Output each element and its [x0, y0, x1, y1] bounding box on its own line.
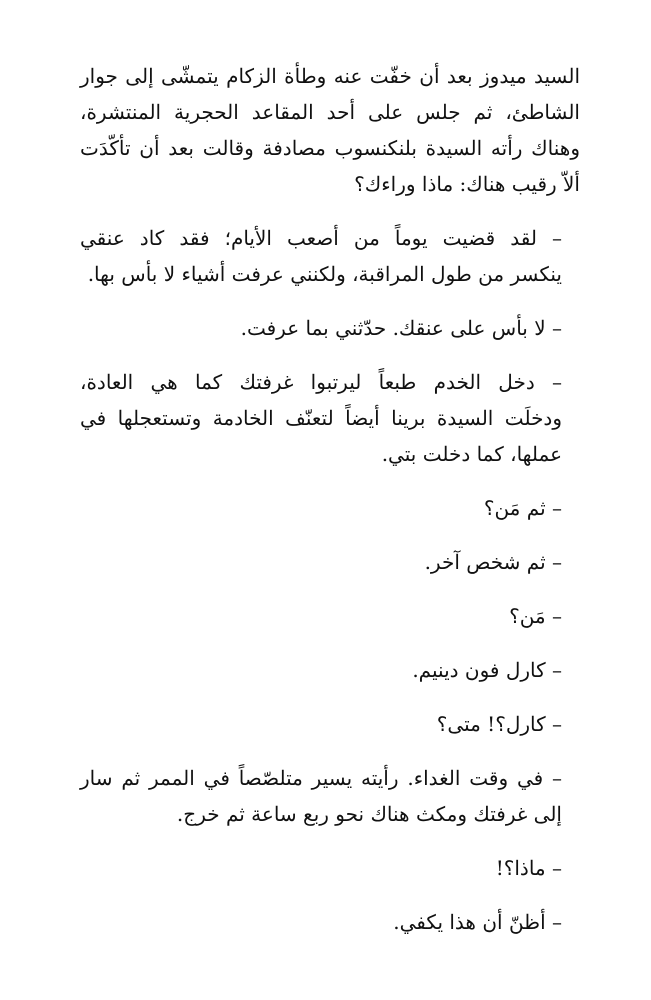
text-line: – ثم شخص آخر.: [424, 550, 562, 574]
dialogue-line: [80, 904, 580, 940]
text-line: – كارل فون دينيم.: [412, 658, 562, 682]
dialogue-line: [80, 850, 580, 886]
paragraph-1: [80, 58, 580, 202]
text-line: إلى غرفتك ومكث هناك نحو ربع ساعة ثم خرج.: [176, 802, 562, 826]
book-page: [80, 58, 580, 958]
dialogue-line: [80, 310, 580, 346]
dialogue-line: [80, 652, 580, 688]
text-line: ينكسر من طول المراقبة، ولكنني عرفت أشياء لا بأس بها.: [87, 262, 562, 286]
dialogue-line: [80, 706, 580, 742]
text-line: – كارل؟! متى؟: [436, 712, 562, 736]
text-line: – في وقت الغداء. رأيته يسير متلصّصاً في الممر ثم سار: [80, 766, 562, 790]
text-line: الشاطئ، ثم جلس على أحد المقاعد الحجرية المنتشرة،: [80, 100, 580, 124]
text-line: عملها، كما دخلت بتي.: [381, 442, 562, 466]
dialogue-paragraph: [80, 364, 580, 472]
text-line: ألاّ رقيب هناك: ماذا وراءك؟: [354, 172, 580, 196]
dialogue-line: [80, 544, 580, 580]
text-line: وهناك رأته السيدة بلنكنسوب مصادفة وقالت بعد أن تأكّدَت: [80, 136, 580, 160]
text-line: – دخل الخدم طبعاً ليرتبوا غرفتك كما هي العادة،: [80, 370, 562, 394]
text-line: – مَن؟: [509, 604, 562, 628]
text-line: – ماذا؟!: [495, 856, 562, 880]
dialogue-paragraph: [80, 760, 580, 832]
dialogue-paragraph: [80, 220, 580, 292]
dialogue-line: [80, 598, 580, 634]
text-line: ودخلَت السيدة برينا أيضاً لتعنّف الخادمة وتستعجلها في: [80, 406, 562, 430]
text-line: – لا بأس على عنقك. حدّثني بما عرفت.: [240, 316, 562, 340]
dialogue-line: [80, 490, 580, 526]
text-line: – لقد قضيت يوماً من أصعب الأيام؛ فقد كاد عنقي: [80, 226, 562, 250]
text-line: – أظنّ أن هذا يكفي.: [393, 910, 562, 934]
text-line: – ثم مَن؟: [483, 496, 562, 520]
text-line: السيد ميدوز بعد أن خفّت عنه وطأة الزكام يتمشّى إلى جوار: [80, 64, 580, 88]
